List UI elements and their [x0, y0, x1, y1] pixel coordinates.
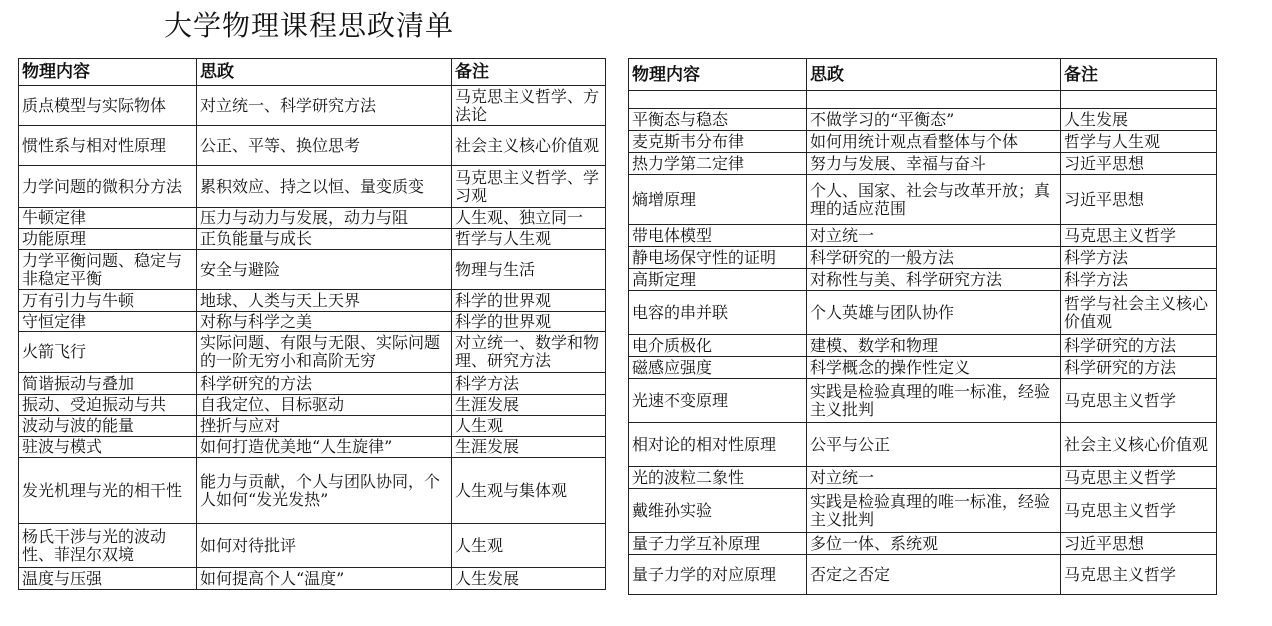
cell-physics-content: 杨氏干涉与光的波动性、菲涅尔双境 [19, 524, 197, 568]
cell-ideology: 建模、数学和物理 [807, 335, 1061, 357]
cell-ideology: 自我定位、目标驱动 [197, 395, 452, 416]
cell-remarks: 生涯发展 [452, 437, 606, 458]
cell-remarks: 科学方法 [1061, 269, 1217, 291]
cell-physics-content: 质点模型与实际物体 [19, 86, 197, 126]
header-remarks: 备注 [1061, 59, 1217, 91]
cell-ideology: 如何用统计观点看整体与个体 [807, 131, 1061, 153]
cell-physics-content: 相对论的相对性原理 [629, 423, 807, 467]
cell-physics-content: 驻波与模式 [19, 437, 197, 458]
cell-physics-content: 功能原理 [19, 229, 197, 250]
cell-remarks: 马克思主义哲学 [1061, 489, 1217, 533]
cell-ideology: 安全与避险 [197, 250, 452, 290]
cell-ideology: 累积效应、持之以恒、量变质变 [197, 166, 452, 208]
page-title: 大学物理课程思政清单 [164, 9, 455, 42]
cell-remarks: 对立统一、数学和物理、研究方法 [452, 332, 606, 373]
cell-remarks: 马克思主义哲学、学习观 [452, 166, 606, 208]
table-row [629, 225, 1217, 247]
table-row [629, 467, 1217, 489]
table-row [19, 416, 606, 437]
table-row [19, 458, 606, 524]
cell-remarks: 习近平思想 [1061, 533, 1217, 555]
table-row [629, 175, 1217, 225]
right-table [628, 58, 1217, 595]
cell-remarks: 社会主义核心价值观 [452, 126, 606, 166]
cell-remarks: 马克思主义哲学 [1061, 379, 1217, 423]
cell-ideology: 科学研究的方法 [197, 373, 452, 395]
table-row [19, 86, 606, 126]
cell-remarks: 人生观、独立同一 [452, 208, 606, 229]
table-row [629, 489, 1217, 533]
cell-physics-content: 振动、受迫振动与共 [19, 395, 197, 416]
cell-ideology: 如何对待批评 [197, 524, 452, 568]
cell-physics-content: 电容的串并联 [629, 291, 807, 335]
cell-ideology: 压力与动力与发展，动力与阻 [197, 208, 452, 229]
cell-physics-content: 力学问题的微积分方法 [19, 166, 197, 208]
cell-physics-content: 火箭飞行 [19, 332, 197, 373]
cell-physics-content: 平衡态与稳态 [629, 109, 807, 131]
table-row [629, 379, 1217, 423]
cell-remarks: 物理与生活 [452, 250, 606, 290]
table-row [19, 229, 606, 250]
table-row [19, 568, 606, 590]
cell-physics-content: 熵增原理 [629, 175, 807, 225]
table-header-row [629, 59, 1217, 91]
cell-remarks: 人生观 [452, 416, 606, 437]
table-row [19, 290, 606, 312]
table-row [19, 373, 606, 395]
cell-physics-content: 麦克斯韦分布律 [629, 131, 807, 153]
cell-ideology: 实践是检验真理的唯一标准，经验主义批判 [807, 489, 1061, 533]
cell-physics-content: 量子力学的对应原理 [629, 555, 807, 595]
table-row [629, 247, 1217, 269]
cell-physics-content: 光速不变原理 [629, 379, 807, 423]
cell-remarks: 科学研究的方法 [1061, 335, 1217, 357]
table-row [629, 109, 1217, 131]
cell-ideology: 公平与公正 [807, 423, 1061, 467]
cell-ideology: 否定之否定 [807, 555, 1061, 595]
cell-physics-content: 守恒定律 [19, 312, 197, 332]
cell-physics-content: 牛顿定律 [19, 208, 197, 229]
cell-remarks: 马克思主义哲学、方法论 [452, 86, 606, 126]
table-row [629, 423, 1217, 467]
cell-ideology: 对称与科学之美 [197, 312, 452, 332]
cell-remarks: 科学研究的方法 [1061, 357, 1217, 379]
table-row [629, 291, 1217, 335]
table-row [19, 332, 606, 373]
table-row [19, 395, 606, 416]
cell-physics-content: 带电体模型 [629, 225, 807, 247]
cell-ideology: 个人英雄与团队协作 [807, 291, 1061, 335]
cell-physics-content: 波动与波的能量 [19, 416, 197, 437]
header-ideology: 思政 [197, 59, 452, 86]
table-row [629, 335, 1217, 357]
cell-ideology: 正负能量与成长 [197, 229, 452, 250]
cell-ideology: 公正、平等、换位思考 [197, 126, 452, 166]
cell-ideology: 个人、国家、社会与改革开放；真理的适应范围 [807, 175, 1061, 225]
header-remarks: 备注 [452, 59, 606, 86]
cell-ideology: 对立统一 [807, 467, 1061, 489]
cell-physics-content: 惯性系与相对性原理 [19, 126, 197, 166]
cell-physics-content: 发光机理与光的相干性 [19, 458, 197, 524]
cell-remarks: 马克思主义哲学 [1061, 555, 1217, 595]
cell-remarks: 习近平思想 [1061, 153, 1217, 175]
table-row [629, 533, 1217, 555]
table-row [629, 269, 1217, 291]
cell-physics-content: 热力学第二定律 [629, 153, 807, 175]
cell-remarks: 人生观与集体观 [452, 458, 606, 524]
cell-ideology: 多位一体、系统观 [807, 533, 1061, 555]
cell-ideology: 实践是检验真理的唯一标准，经验主义批判 [807, 379, 1061, 423]
cell-physics-content: 高斯定理 [629, 269, 807, 291]
cell-physics-content: 量子力学互补原理 [629, 533, 807, 555]
left-table [18, 58, 606, 590]
cell-remarks: 人生发展 [1061, 109, 1217, 131]
cell-physics-content: 光的波粒二象性 [629, 467, 807, 489]
cell-ideology: 不做学习的“平衡态” [807, 109, 1061, 131]
cell-physics-content: 电介质极化 [629, 335, 807, 357]
header-physics-content: 物理内容 [19, 59, 197, 86]
cell-remarks: 哲学与社会主义核心价值观 [1061, 291, 1217, 335]
cell-ideology: 科学概念的操作性定义 [807, 357, 1061, 379]
table-row [629, 357, 1217, 379]
cell-remarks: 习近平思想 [1061, 175, 1217, 225]
table-row [19, 126, 606, 166]
cell-ideology: 挫折与应对 [197, 416, 452, 437]
cell-physics-content: 静电场保守性的证明 [629, 247, 807, 269]
cell-physics-content: 磁感应强度 [629, 357, 807, 379]
cell-ideology: 如何提高个人“温度” [197, 568, 452, 590]
cell-physics-content: 力学平衡问题、稳定与非稳定平衡 [19, 250, 197, 290]
cell-remarks: 生涯发展 [452, 395, 606, 416]
cell-physics-content: 万有引力与牛顿 [19, 290, 197, 312]
cell-remarks: 哲学与人生观 [1061, 131, 1217, 153]
table-row [629, 555, 1217, 595]
table-row [19, 312, 606, 332]
cell-ideology: 实际问题、有限与无限、实际问题的一阶无穷小和高阶无穷 [197, 332, 452, 373]
cell-ideology: 如何打造优美地“人生旋律” [197, 437, 452, 458]
cell-remarks: 科学方法 [1061, 247, 1217, 269]
cell-remarks: 马克思主义哲学 [1061, 467, 1217, 489]
cell-physics-content: 简谐振动与叠加 [19, 373, 197, 395]
cell-remarks: 科学的世界观 [452, 290, 606, 312]
cell-remarks: 科学的世界观 [452, 312, 606, 332]
table-row [19, 524, 606, 568]
table-row [19, 208, 606, 229]
header-physics-content: 物理内容 [629, 59, 807, 91]
cell-remarks: 社会主义核心价值观 [1061, 423, 1217, 467]
cell-ideology: 能力与贡献，个人与团队协同，个人如何“发光发热” [197, 458, 452, 524]
cell-remarks: 科学方法 [452, 373, 606, 395]
cell-ideology: 对立统一、科学研究方法 [197, 86, 452, 126]
table-row [19, 166, 606, 208]
table-header-row [19, 59, 606, 86]
table-row [629, 153, 1217, 175]
cell-physics-content: 戴维孙实验 [629, 489, 807, 533]
cell-remarks: 人生发展 [452, 568, 606, 590]
cell-remarks: 马克思主义哲学 [1061, 225, 1217, 247]
table-row [629, 131, 1217, 153]
table-row [19, 250, 606, 290]
table-row [19, 437, 606, 458]
cell-ideology: 努力与发展、幸福与奋斗 [807, 153, 1061, 175]
blank-row [629, 91, 1217, 109]
cell-ideology: 科学研究的一般方法 [807, 247, 1061, 269]
cell-remarks: 人生观 [452, 524, 606, 568]
cell-ideology: 对称性与美、科学研究方法 [807, 269, 1061, 291]
cell-physics-content: 温度与压强 [19, 568, 197, 590]
cell-ideology: 对立统一 [807, 225, 1061, 247]
header-ideology: 思政 [807, 59, 1061, 91]
cell-remarks: 哲学与人生观 [452, 229, 606, 250]
cell-ideology: 地球、人类与天上天界 [197, 290, 452, 312]
